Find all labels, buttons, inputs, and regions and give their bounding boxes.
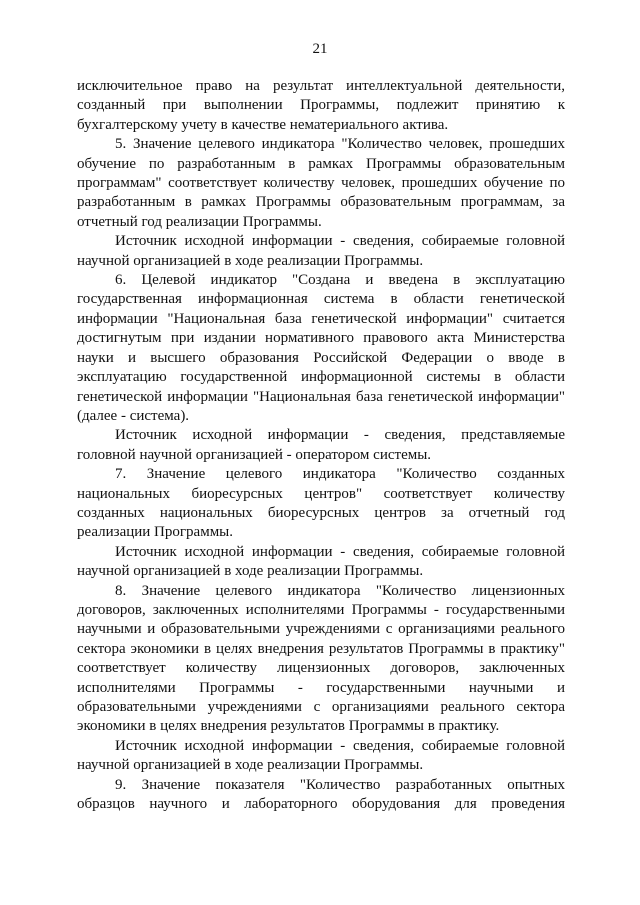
paragraph-indicator-5: 5. Значение целевого индикатора "Количество человек, прошедших обучение по разработанным в рамках Программы образовательным программам" соответствует количеству человек, прошедших обучение по разработанным в рамках Программы образовательным программам, за отчетный год реализации Программы. (77, 136, 565, 230)
paragraph-source-6: Источник исходной информации - сведения, представляемые головной научной организацией - оператором системы. (77, 427, 565, 463)
paragraph-indicator-7: 7. Значение целевого индикатора "Количество созданных национальных биоресурсных центров" соответствует количеству созданных национальных биоресурсных центров за отчетный год реализации Программы. (77, 466, 565, 541)
paragraph-source-8: Источник исходной информации - сведения, собираемые головной научной организацией в ходе реализации Программы. (77, 737, 565, 774)
paragraph-indicator-6: 6. Целевой индикатор "Создана и введена в эксплуатацию государственная информационная система в области генетической информации "Национальная база генетической информации" считается достигнутым при издании нормативного правового акта Министерства науки и высшего образования Российской Федерации о вводе в эксплуатацию государственной информационной системы в области генетической информации "Национальная база генетической информации" (далее - система). (77, 272, 565, 424)
paragraph-source-7: Источник исходной информации - сведения, собираемые головной научной организацией в ходе реализации Программы. (77, 543, 565, 580)
document-body (77, 77, 565, 814)
paragraph-continuation: исключительное право на результат интеллектуальной деятельности, созданный при выполнении Программы, подлежит принятию к бухгалтерскому учету в качестве нематериального актива. (77, 78, 565, 133)
paragraph-indicator-9: 9. Значение показателя "Количество разработанных опытных образцов научного и лабораторного оборудования для проведения (77, 776, 565, 813)
page-number: 21 (312, 41, 328, 57)
paragraph-source-5: Источник исходной информации - сведения, собираемые головной научной организацией в ходе реализации Программы. (77, 233, 565, 269)
paragraph-indicator-8: 8. Значение целевого индикатора "Количество лицензионных договоров, заключенных исполнителями Программы - государственными научными и образовательными учреждениями с организациями реального сектора экономики в целях внедрения результатов Программы в практику" соответствует количеству лицензионных договоров, заключенных исполнителями Программы - государственными научными и образовательными учреждениями с организациями реального сектора экономики в целях внедрения результатов Программы в практику. (77, 582, 565, 735)
